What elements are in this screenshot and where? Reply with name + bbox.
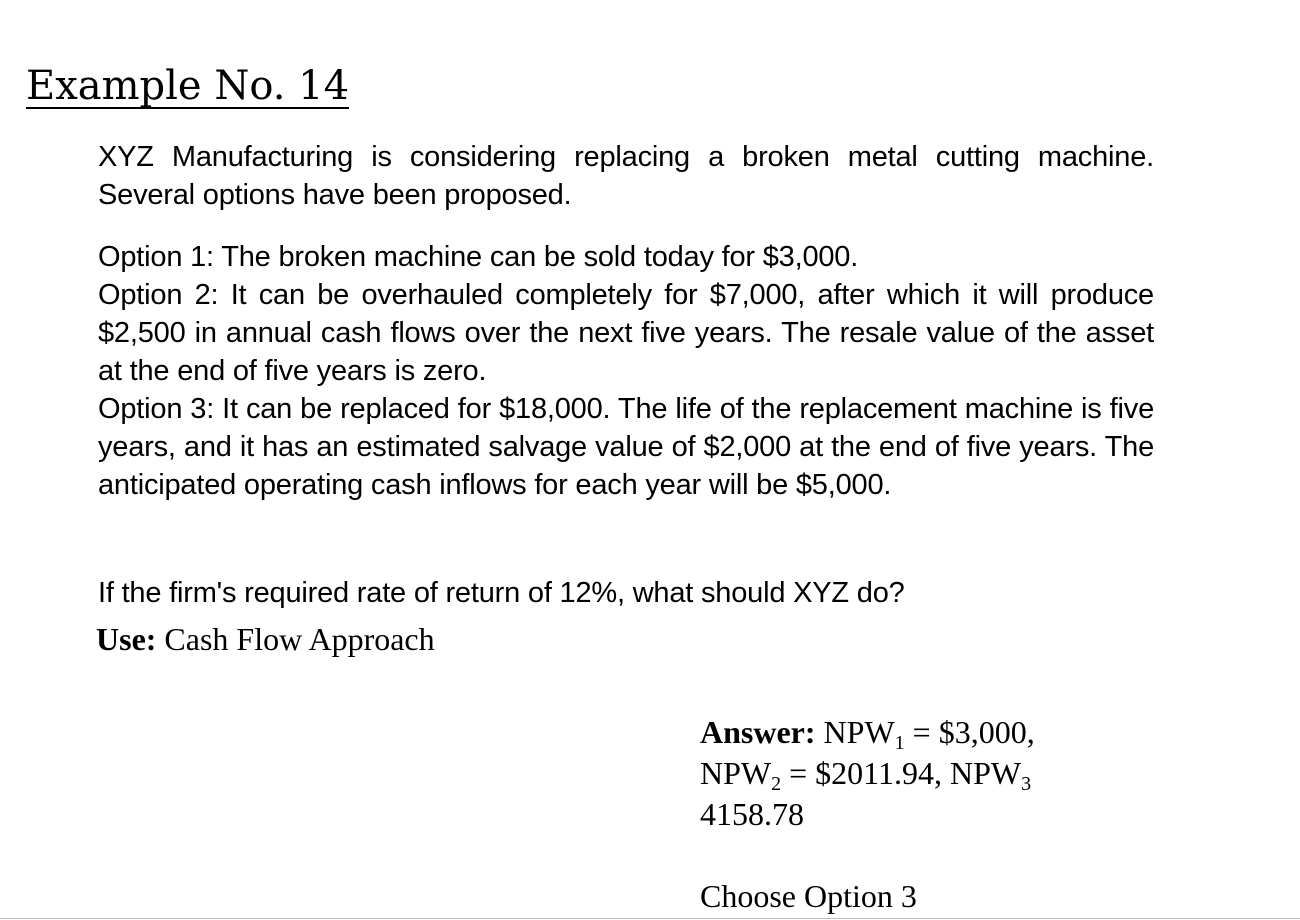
- npw2-subscript: 2: [771, 773, 782, 795]
- npw1-symbol: NPW: [823, 714, 895, 750]
- option-3: Option 3: It can be replaced for $18,000. The life of the replacement machine is five years, and it has an estimated salvage value of $2,000 at the end of five years. The anticipated operating cash inflows for each year will be $5,000.: [98, 393, 1154, 501]
- option-1: Option 1: The broken machine can be sold today for $3,000.: [98, 241, 859, 273]
- npw3-value: 4158.78: [700, 796, 804, 832]
- use-value: Cash Flow Approach: [164, 621, 435, 657]
- npw3-symbol: NPW: [949, 755, 1022, 791]
- problem-intro: XYZ Manufacturing is considering replacing a broken metal cutting machine. Several options have been proposed.: [98, 141, 1154, 211]
- answer-line-2: [700, 753, 1035, 794]
- page-title: Example No. 14: [26, 63, 350, 109]
- conclusion: Choose Option 3: [700, 878, 917, 914]
- npw2-symbol: NPW: [700, 755, 772, 791]
- question: If the firm's required rate of return of 12%, what should XYZ do?: [98, 577, 905, 609]
- answer-line-1: [700, 712, 1035, 753]
- npw1-subscript: 1: [894, 732, 905, 754]
- npw3-subscript: 3: [1021, 773, 1032, 795]
- answer-label: Answer:: [700, 714, 816, 750]
- options-list: [98, 238, 1154, 504]
- use-line: [96, 619, 435, 659]
- npw1-value: = $3,000,: [912, 714, 1035, 750]
- option-2: Option 2: It can be overhauled completely for $7,000, after which it will produce $2,500 in annual cash flows over the next five years. The resale value of the asset at the end of five years is zero.: [98, 279, 1154, 387]
- npw2-value: = $2011.94,: [789, 755, 950, 791]
- answer-block: [700, 712, 1035, 835]
- bottom-divider: [0, 918, 1300, 919]
- use-label: Use:: [96, 621, 157, 657]
